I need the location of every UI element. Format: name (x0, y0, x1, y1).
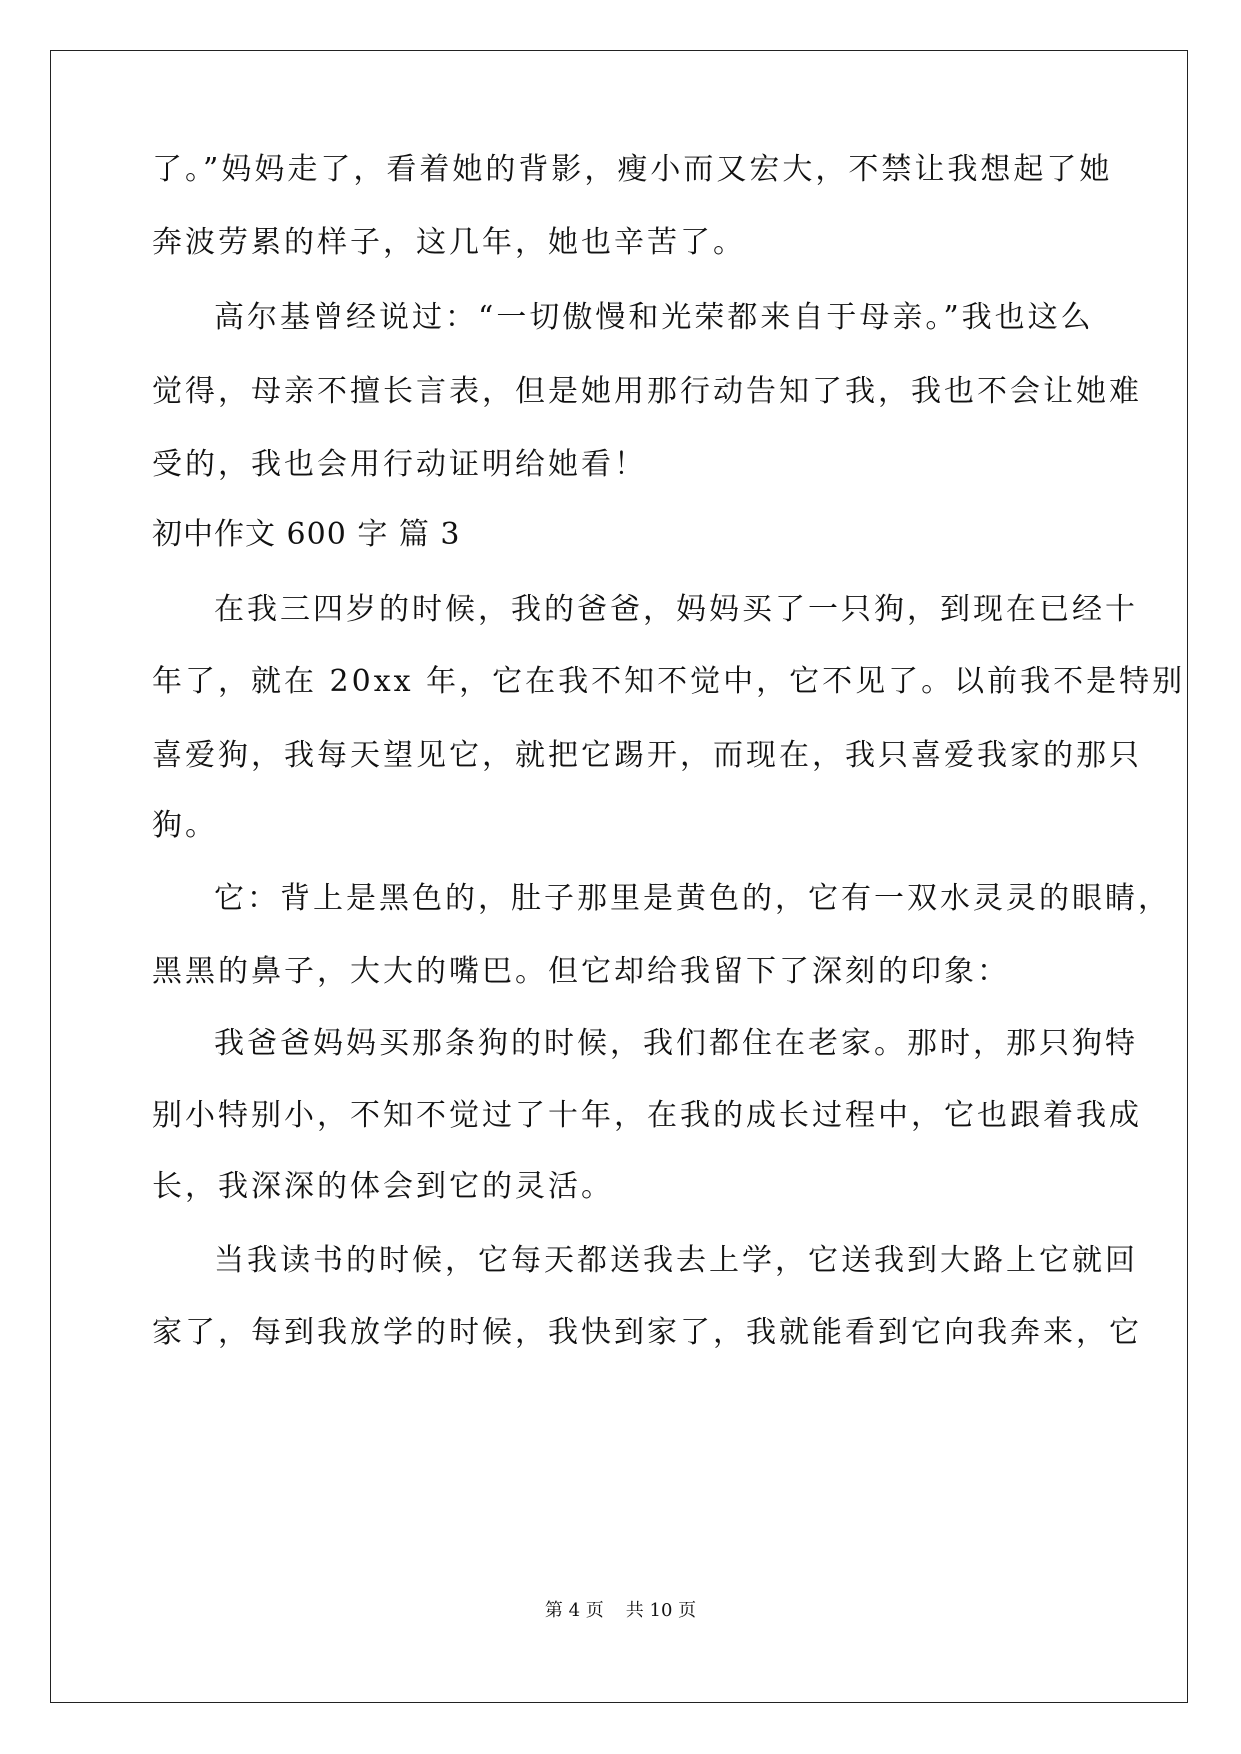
text-line: 黑黑的鼻子，大大的嘴巴。但它却给我留下了深刻的印象： (152, 954, 1010, 989)
text-line: 觉得，母亲不擅长言表，但是她用那行动告知了我，我也不会让她难 (152, 374, 1142, 409)
page-total: 共 10 页 (625, 1600, 697, 1621)
paragraph-start: 在我三四岁的时候，我的爸爸，妈妈买了一只狗，到现在已经十 (214, 592, 1138, 627)
text-line: 长，我深深的体会到它的灵活。 (152, 1169, 614, 1204)
section-heading: 初中作文 600 字 篇 3 (152, 517, 461, 552)
text-line: 了。”妈妈走了，看着她的背影，瘦小而又宏大，不禁让我想起了她 (152, 152, 1113, 187)
page-number: 第 4 页 (544, 1600, 604, 1621)
text-line: 狗。 (152, 808, 218, 843)
paragraph-start: 我爸爸妈妈买那条狗的时候，我们都住在老家。那时，那只狗特 (214, 1026, 1138, 1061)
page-footer (0, 1596, 1241, 1622)
text-line: 家了，每到我放学的时候，我快到家了，我就能看到它向我奔来，它 (152, 1315, 1142, 1350)
paragraph-start: 当我读书的时候，它每天都送我去上学，它送我到大路上它就回 (214, 1243, 1138, 1278)
text-line: 别小特别小，不知不觉过了十年，在我的成长过程中，它也跟着我成 (152, 1098, 1142, 1133)
paragraph-start: 高尔基曾经说过：“一切傲慢和光荣都来自于母亲。”我也这么 (214, 300, 1094, 335)
text-line: 奔波劳累的样子，这几年，她也辛苦了。 (152, 225, 746, 260)
text-line: 喜爱狗，我每天望见它，就把它踢开，而现在，我只喜爱我家的那只 (152, 738, 1142, 773)
text-line: 受的，我也会用行动证明给她看！ (152, 447, 647, 482)
paragraph-start: 它：背上是黑色的，肚子那里是黄色的，它有一双水灵灵的眼睛， (214, 881, 1171, 916)
text-line: 年了，就在 20xx 年，它在我不知不觉中，它不见了。以前我不是特别 (152, 664, 1186, 699)
